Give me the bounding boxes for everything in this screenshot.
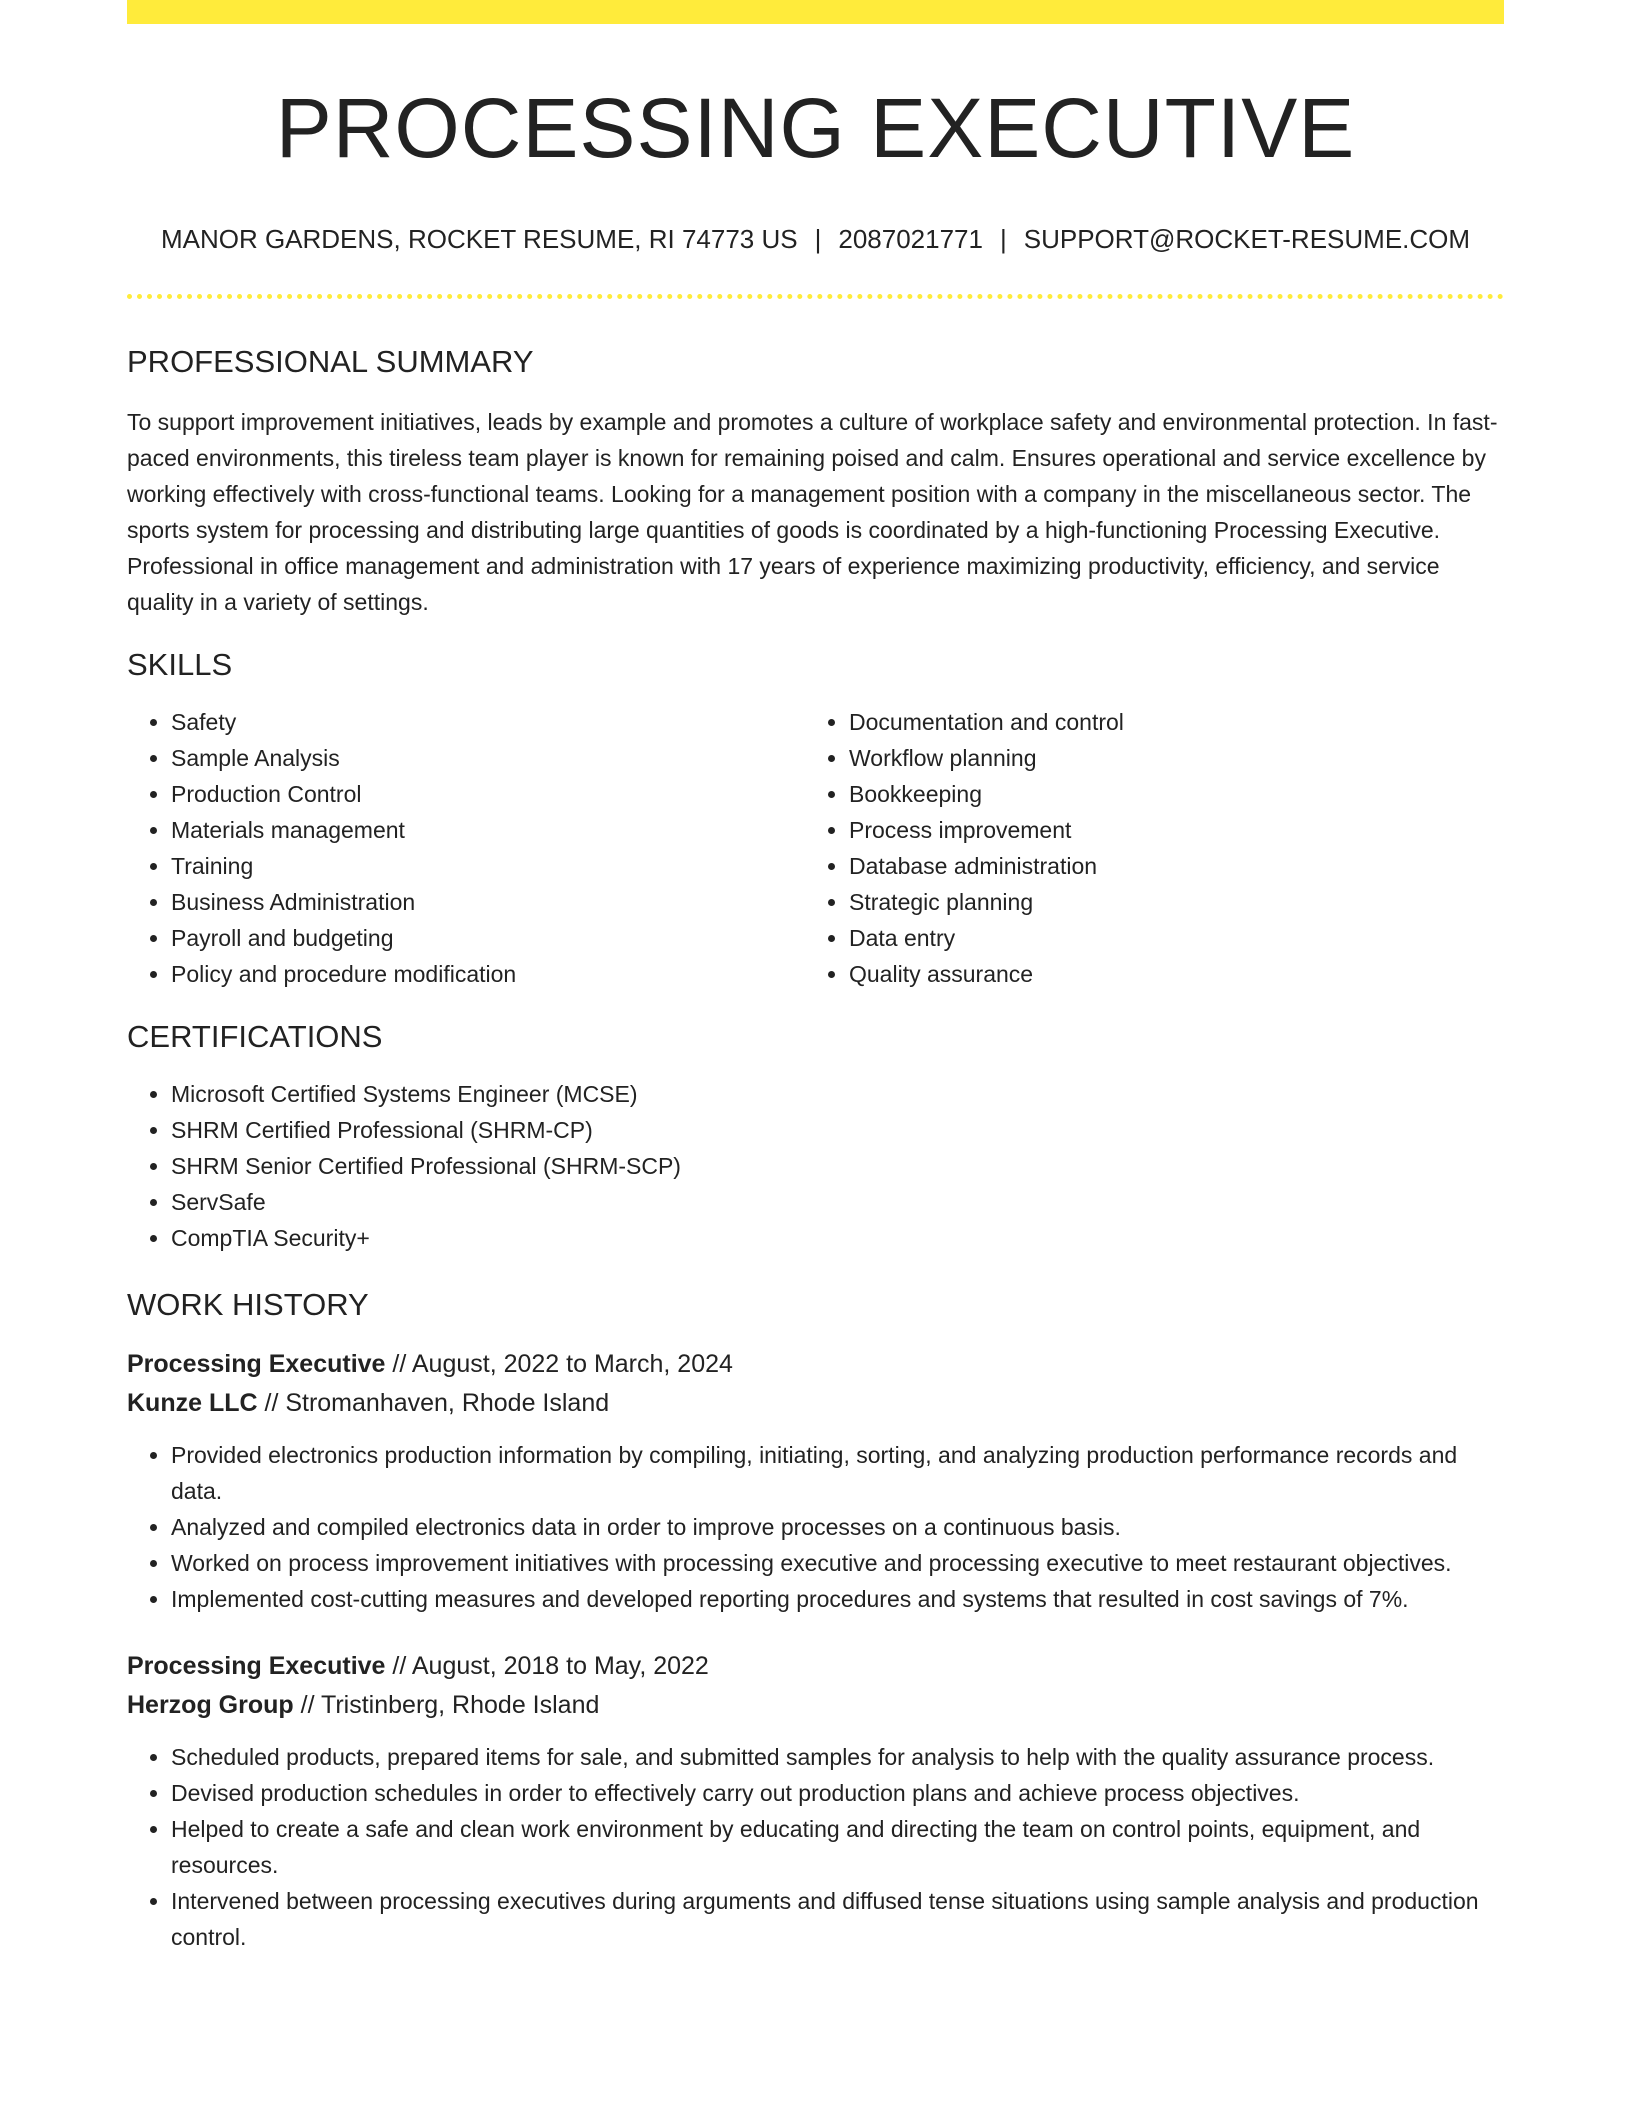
skill-item: • Bookkeeping bbox=[849, 776, 1483, 812]
certification-item: • ServSafe bbox=[171, 1184, 1504, 1220]
skill-item: • Safety bbox=[171, 704, 805, 740]
candidate-name: PROCESSING EXECUTIVE bbox=[275, 81, 1356, 175]
job-company-line bbox=[127, 1686, 1504, 1725]
job-company: Kunze LLC bbox=[127, 1389, 258, 1418]
job-bullet: • Scheduled products, prepared items for sale, and submitted samples for analysis to help with the quality assurance process. bbox=[171, 1739, 1504, 1775]
summary-text: To support improvement initiatives, leads by example and promotes a culture of workplace safety and environmental protection. In fast-paced environments, this tireless team player is known for remaining poised and calm. Ensures operational and service excellence by working effectively with cross-functional teams. Looking for a management position with a company in the miscellaneous sector. The sports system for processing and distributing large quantities of goods is coordinated by a high-functioning Processing Executive. Professional in office management and administration with 17 years of experience maximizing productivity, efficiency, and service quality in a variety of settings. bbox=[127, 408, 1498, 615]
job-bullets bbox=[127, 1739, 1504, 1955]
skill-item: • Training bbox=[171, 848, 805, 884]
certification-item: • CompTIA Security+ bbox=[171, 1220, 1504, 1256]
skill-item: • Business Administration bbox=[171, 884, 805, 920]
certifications-heading: CERTIFICATIONS bbox=[127, 1018, 383, 1054]
certification-item: • SHRM Certified Professional (SHRM-CP) bbox=[171, 1112, 1504, 1148]
job-title-line bbox=[127, 1345, 1504, 1384]
skill-item: • Sample Analysis bbox=[171, 740, 805, 776]
job-role: Processing Executive bbox=[127, 1350, 386, 1379]
dotted-divider bbox=[127, 294, 1504, 299]
contact-separator: | bbox=[999, 224, 1007, 255]
job-entry bbox=[127, 1345, 1504, 1617]
job-role: Processing Executive bbox=[127, 1652, 386, 1681]
certification-item: • Microsoft Certified Systems Engineer (MCSE) bbox=[171, 1076, 1504, 1112]
skill-item: • Production Control bbox=[171, 776, 805, 812]
summary-heading: PROFESSIONAL SUMMARY bbox=[127, 343, 534, 379]
skill-item: • Workflow planning bbox=[849, 740, 1483, 776]
job-dates: // August, 2018 to May, 2022 bbox=[385, 1652, 709, 1681]
contact-phone: 2087021771 bbox=[838, 224, 983, 255]
skills-list bbox=[127, 704, 1504, 992]
job-bullet: • Helped to create a safe and clean work environment by educating and directing the team on control points, equipment, and resources. bbox=[171, 1811, 1504, 1883]
job-bullet: • Worked on process improvement initiatives with processing executive and processing executive to meet restaurant objectives. bbox=[171, 1545, 1504, 1581]
job-title-line bbox=[127, 1647, 1504, 1686]
skill-item: • Quality assurance bbox=[849, 956, 1483, 992]
contact-separator: | bbox=[814, 224, 822, 255]
contact-address: MANOR GARDENS, ROCKET RESUME, RI 74773 US bbox=[160, 224, 798, 255]
certification-item: • SHRM Senior Certified Professional (SHRM-SCP) bbox=[171, 1148, 1504, 1184]
skill-item: • Documentation and control bbox=[849, 704, 1483, 740]
job-bullets bbox=[127, 1437, 1504, 1617]
contact-line bbox=[127, 224, 1504, 255]
skill-item: • Database administration bbox=[849, 848, 1483, 884]
contact-email: SUPPORT@ROCKET-RESUME.COM bbox=[1023, 224, 1471, 255]
skills-column-left bbox=[127, 704, 805, 992]
skill-item: • Policy and procedure modification bbox=[171, 956, 805, 992]
skills-column-right bbox=[805, 704, 1483, 992]
job-bullet: • Provided electronics production information by compiling, initiating, sorting, and analyzing production performance records and data. bbox=[171, 1437, 1504, 1509]
skill-item: • Materials management bbox=[171, 812, 805, 848]
job-company: Herzog Group bbox=[127, 1691, 294, 1720]
job-bullet: • Implemented cost-cutting measures and developed reporting procedures and systems that resulted in cost savings of 7%. bbox=[171, 1581, 1504, 1617]
job-company-line bbox=[127, 1384, 1504, 1423]
skill-item: • Process improvement bbox=[849, 812, 1483, 848]
job-entry bbox=[127, 1647, 1504, 1955]
skills-heading: SKILLS bbox=[127, 646, 233, 682]
skill-item: • Data entry bbox=[849, 920, 1483, 956]
job-bullet: • Intervened between processing executives during arguments and diffused tense situations using sample analysis and production control. bbox=[171, 1883, 1504, 1955]
top-accent-bar bbox=[127, 0, 1504, 24]
job-location: // Tristinberg, Rhode Island bbox=[293, 1691, 600, 1720]
work-history-heading: WORK HISTORY bbox=[127, 1287, 369, 1323]
skill-item: • Payroll and budgeting bbox=[171, 920, 805, 956]
job-bullet: • Analyzed and compiled electronics data in order to improve processes on a continuous basis. bbox=[171, 1509, 1504, 1545]
job-bullet: • Devised production schedules in order to effectively carry out production plans and achieve process objectives. bbox=[171, 1775, 1504, 1811]
certifications-list bbox=[127, 1076, 1504, 1256]
job-location: // Stromanhaven, Rhode Island bbox=[257, 1389, 610, 1418]
skill-item: • Strategic planning bbox=[849, 884, 1483, 920]
resume-page bbox=[127, 0, 1504, 1955]
job-dates: // August, 2022 to March, 2024 bbox=[385, 1350, 733, 1379]
